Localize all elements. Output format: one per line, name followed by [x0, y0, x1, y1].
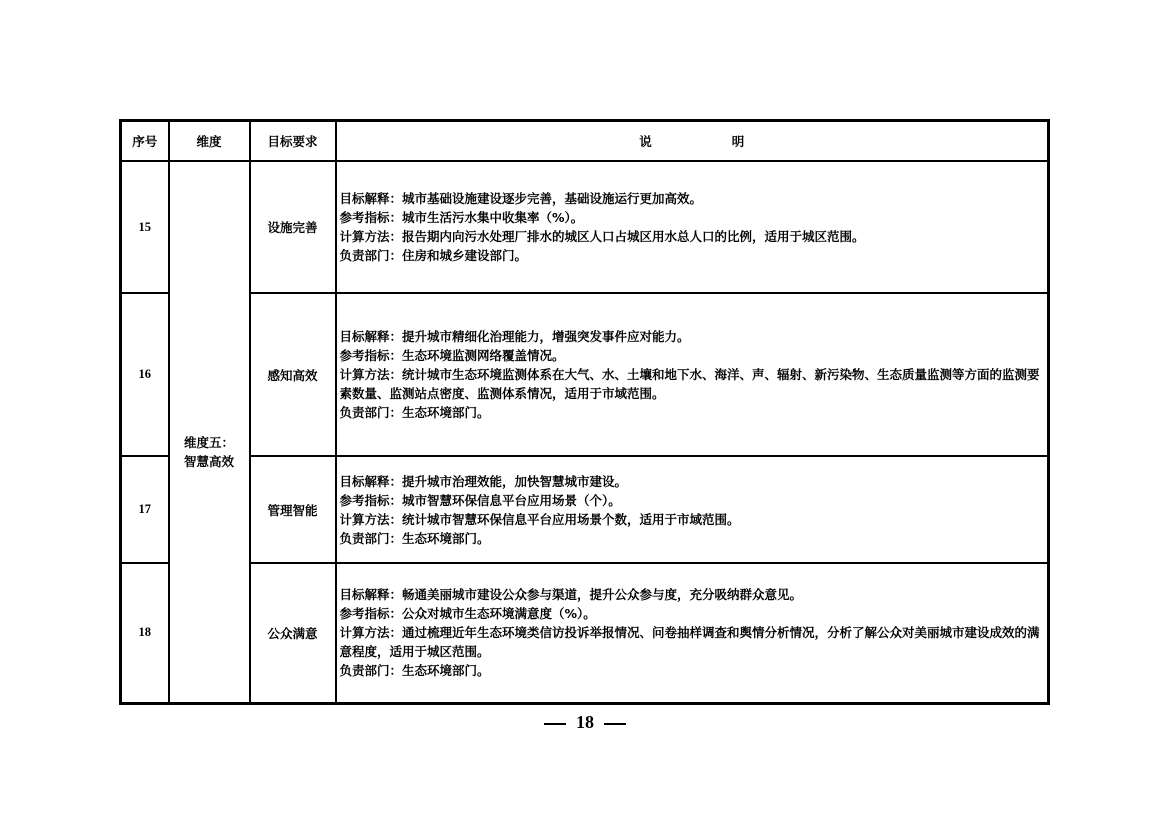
desc-line-method: 计算方法：统计城市生态环境监测体系在大气、水、土壤和地下水、海洋、声、辐射、新污染物、生态质量监测等方面的监测要素数量、监测站点密度、监测体系情况，适用于市域范围。 [339, 367, 1040, 401]
row-seq: 16 [121, 293, 169, 456]
dimension-label-line2: 智慧高效 [183, 453, 234, 469]
header-requirement: 目标要求 [250, 121, 336, 162]
footer-dash-left [544, 723, 566, 725]
row-description [336, 563, 1049, 703]
desc-line-indicator: 参考指标：生态环境监测网络覆盖情况。 [339, 348, 565, 363]
desc-line-indicator: 参考指标：城市智慧环保信息平台应用场景（个）。 [339, 492, 621, 508]
row-seq: 18 [121, 563, 169, 703]
desc-line-explanation: 目标解释：城市基础设施建设逐步完善，基础设施运行更加高效。 [339, 191, 703, 206]
page-footer [0, 712, 1170, 733]
row-description [336, 293, 1049, 456]
row-seq: 17 [121, 456, 169, 563]
row-seq: 15 [121, 161, 169, 293]
header-seq: 序号 [121, 121, 169, 162]
header-dimension: 维度 [169, 121, 250, 162]
desc-line-method: 计算方法：通过梳理近年生态环境类信访投诉举报情况、问卷抽样调查和舆情分析情况，分析了解公众对美丽城市建设成效的满意程度，适用于城区范围。 [339, 625, 1040, 660]
row-requirement: 管理智能 [250, 456, 336, 563]
page-number: 18 [576, 712, 594, 732]
table-row [121, 456, 1049, 563]
dimension-label [170, 393, 249, 471]
indicator-table [119, 119, 1050, 705]
desc-line-explanation: 目标解释：畅通美丽城市建设公众参与渠道，提升公众参与度，充分吸纳群众意见。 [339, 587, 803, 603]
desc-line-indicator: 参考指标：公众对城市生态环境满意度（%）。 [339, 606, 596, 622]
row-requirement: 公众满意 [250, 563, 336, 703]
row-description [336, 161, 1049, 293]
table-row [121, 161, 1049, 293]
row-description [336, 456, 1049, 563]
desc-line-department: 负责部门：生态环境部门。 [339, 663, 490, 679]
row-requirement: 感知高效 [250, 293, 336, 456]
desc-line-method: 计算方法：报告期内向污水处理厂排水的城区人口占城区用水总人口的比例，适用于城区范围。 [339, 229, 865, 244]
row-requirement: 设施完善 [250, 161, 336, 293]
desc-line-department: 负责部门：住房和城乡建设部门。 [339, 248, 528, 263]
desc-line-department: 负责部门：生态环境部门。 [339, 530, 490, 546]
desc-line-explanation: 目标解释：提升城市治理效能，加快智慧城市建设。 [339, 473, 628, 489]
desc-line-method: 计算方法：统计城市智慧环保信息平台应用场景个数，适用于市域范围。 [339, 511, 740, 527]
desc-line-explanation: 目标解释：提升城市精细化治理能力，增强突发事件应对能力。 [339, 329, 690, 344]
footer-dash-right [604, 723, 626, 725]
desc-line-department: 负责部门：生态环境部门。 [339, 405, 490, 420]
header-description [336, 121, 1049, 162]
table-row [121, 563, 1049, 703]
header-row [121, 121, 1049, 162]
dimension-cell [169, 161, 250, 703]
header-desc-right: 明 [731, 134, 745, 149]
header-desc-left: 说 [639, 134, 652, 149]
table-row [121, 293, 1049, 456]
desc-line-indicator: 参考指标：城市生活污水集中收集率（%）。 [339, 210, 584, 225]
dimension-label-line1: 维度五： [183, 434, 234, 450]
